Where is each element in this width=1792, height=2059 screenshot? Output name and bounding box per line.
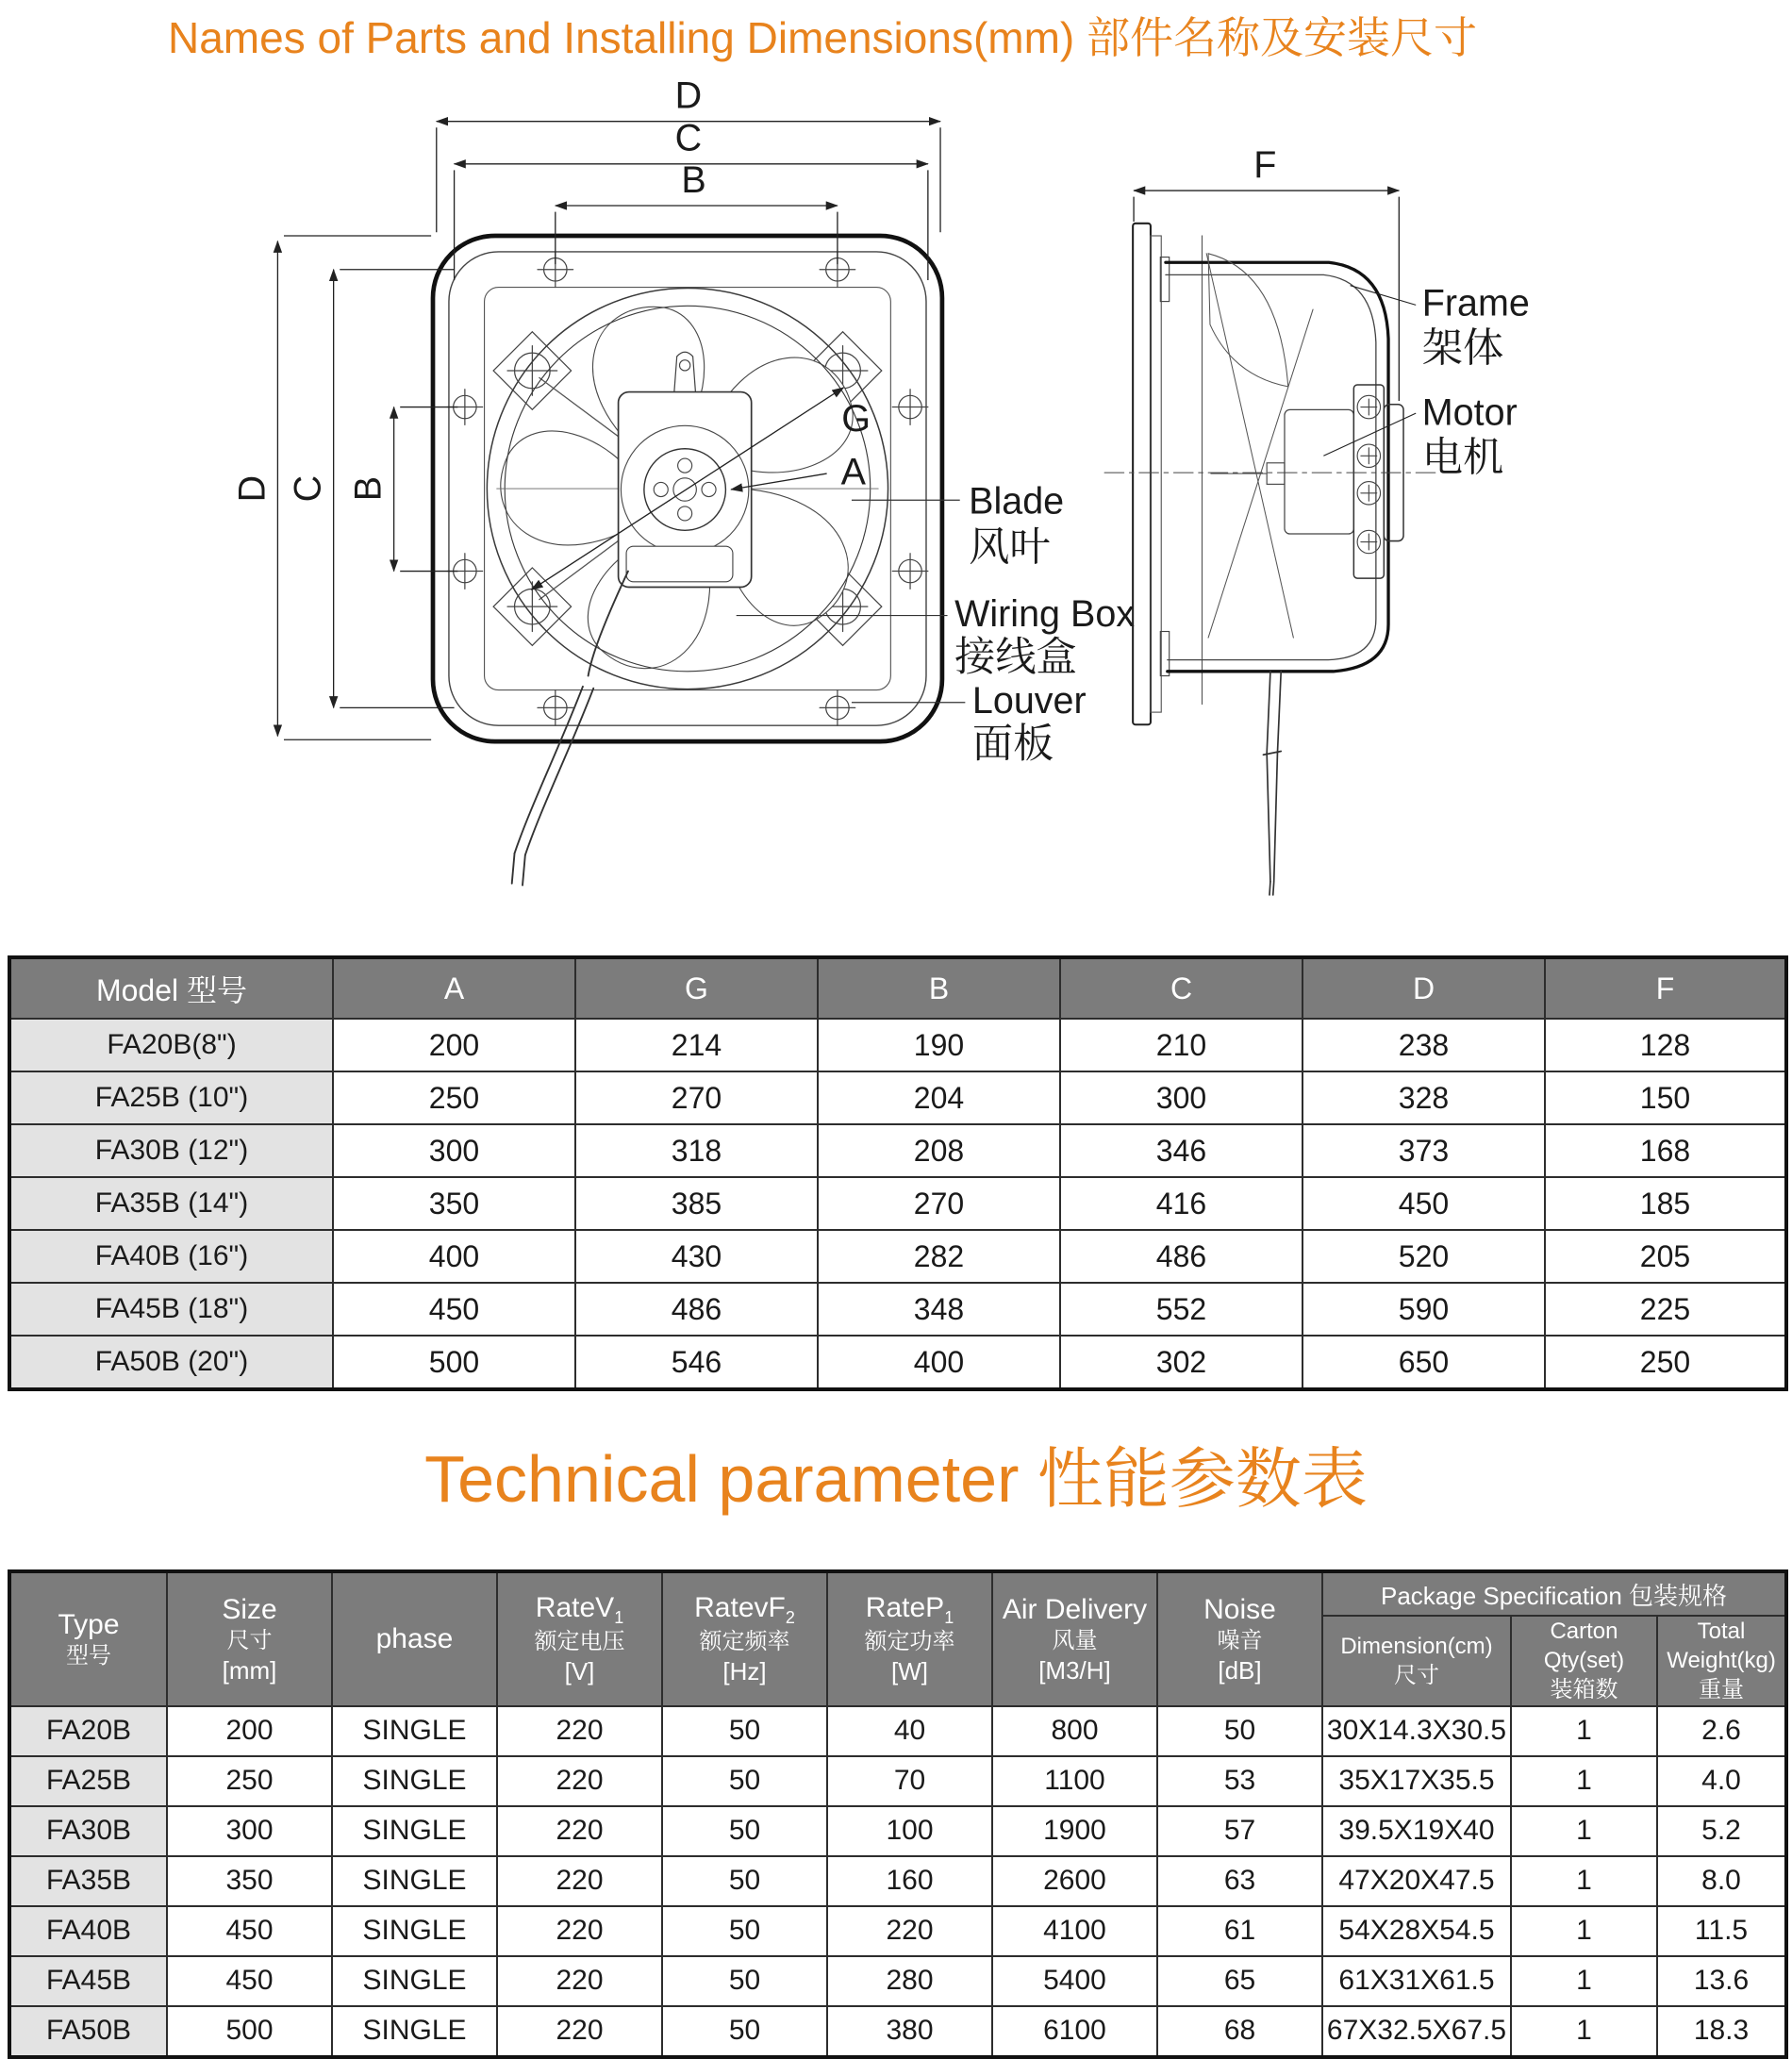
table-row: [9, 1071, 1786, 1124]
row-label-cell: FA25B (10"): [9, 1071, 333, 1124]
header-carton-qty: Carton Qty(set) 装箱数: [1511, 1616, 1657, 1706]
data-cell: 185: [1545, 1177, 1786, 1230]
data-cell: 5400: [992, 1956, 1157, 2006]
table-row: [9, 1019, 1786, 1071]
data-cell: 11.5: [1657, 1906, 1786, 1956]
data-cell: 350: [333, 1177, 575, 1230]
wiring-box-label-zh: 接线盒: [954, 634, 1077, 680]
data-cell: 220: [497, 1856, 662, 1906]
table-row: [9, 1906, 1786, 1956]
data-cell: 238: [1303, 1019, 1545, 1071]
data-cell: SINGLE: [332, 1706, 497, 1756]
header-package-spec: Package Specification 包装规格: [1322, 1571, 1786, 1616]
data-cell: 63: [1157, 1856, 1322, 1906]
data-cell: 486: [1060, 1230, 1303, 1283]
data-cell: 6100: [992, 2006, 1157, 2057]
data-cell: 220: [497, 1756, 662, 1806]
header-dimension: Dimension(cm) 尺寸: [1322, 1616, 1511, 1706]
motor-shaft: [1267, 463, 1285, 485]
row-label-cell: FA45B: [9, 1956, 167, 2006]
data-cell: 50: [662, 1956, 827, 2006]
data-cell: 280: [827, 1956, 992, 2006]
dimension-table-header-row: [9, 957, 1786, 1019]
data-cell: 328: [1303, 1071, 1545, 1124]
data-cell: 4100: [992, 1906, 1157, 1956]
data-cell: 416: [1060, 1177, 1303, 1230]
row-label-cell: FA50B (20"): [9, 1336, 333, 1389]
dim-label-b-top: B: [681, 158, 706, 201]
data-cell: 1: [1511, 2006, 1657, 2057]
data-cell: 168: [1545, 1124, 1786, 1177]
data-cell: 450: [333, 1283, 575, 1336]
table-row: [9, 1706, 1786, 1756]
dimension-table-body: [9, 1019, 1786, 1389]
dim-label-d-left: D: [231, 474, 274, 503]
data-cell: 450: [167, 1956, 332, 2006]
dimension-table: [8, 955, 1788, 1391]
data-cell: 300: [167, 1806, 332, 1856]
data-cell: 54X28X54.5: [1322, 1906, 1511, 1956]
data-cell: 5.2: [1657, 1806, 1786, 1856]
data-cell: 220: [497, 1956, 662, 2006]
hub: [644, 449, 726, 531]
data-cell: 450: [1303, 1177, 1545, 1230]
data-cell: 30X14.3X30.5: [1322, 1706, 1511, 1756]
data-cell: 800: [992, 1706, 1157, 1756]
table-row: [9, 1336, 1786, 1389]
data-cell: 61: [1157, 1906, 1322, 1956]
table-row: [9, 1124, 1786, 1177]
data-cell: 250: [333, 1071, 575, 1124]
data-cell: 546: [575, 1336, 818, 1389]
data-cell: 210: [1060, 1019, 1303, 1071]
data-cell: 250: [167, 1756, 332, 1806]
frame-label-zh: 架体: [1421, 325, 1504, 372]
data-cell: 302: [1060, 1336, 1303, 1389]
data-cell: SINGLE: [332, 1906, 497, 1956]
data-cell: 430: [575, 1230, 818, 1283]
data-cell: 205: [1545, 1230, 1786, 1283]
data-cell: 346: [1060, 1124, 1303, 1177]
table-row: [9, 1856, 1786, 1906]
table-row: [9, 1283, 1786, 1336]
data-cell: 318: [575, 1124, 818, 1177]
data-cell: SINGLE: [332, 1956, 497, 2006]
tech-table-body: [9, 1706, 1786, 2057]
row-label-cell: FA25B: [9, 1756, 167, 1806]
data-cell: 520: [1303, 1230, 1545, 1283]
data-cell: 200: [333, 1019, 575, 1071]
data-cell: 40: [827, 1706, 992, 1756]
data-cell: 220: [827, 1906, 992, 1956]
tech-heading: Technical parameter 性能参数表: [424, 1442, 1368, 1516]
header-air-delivery: Air Delivery 风量 [M3/H]: [992, 1571, 1157, 1706]
data-cell: 1: [1511, 1956, 1657, 2006]
header-rate-frequency: RatevF$_2$ 额定频率 [Hz]: [662, 1571, 827, 1706]
row-label-cell: FA35B (14"): [9, 1177, 333, 1230]
louver-label-en: Louver: [971, 680, 1087, 722]
header-phase: phase: [332, 1571, 497, 1706]
data-cell: 373: [1303, 1124, 1545, 1177]
data-cell: 47X20X47.5: [1322, 1856, 1511, 1906]
data-cell: 2.6: [1657, 1706, 1786, 1756]
side-cord: [1263, 672, 1281, 895]
row-label-cell: FA30B (12"): [9, 1124, 333, 1177]
side-blade: [1206, 254, 1313, 638]
blade-label-en: Blade: [969, 480, 1065, 523]
data-cell: 68: [1157, 2006, 1322, 2057]
blade-label-zh: 风叶: [969, 524, 1051, 571]
data-cell: 225: [1545, 1283, 1786, 1336]
dim-label-g: G: [841, 397, 871, 440]
data-cell: 13.6: [1657, 1956, 1786, 2006]
data-cell: SINGLE: [332, 1806, 497, 1856]
row-label-cell: FA40B (16"): [9, 1230, 333, 1283]
side-frame-outer: [1166, 262, 1388, 672]
row-label-cell: FA35B: [9, 1856, 167, 1906]
table-row: [9, 1956, 1786, 2006]
data-cell: 67X32.5X67.5: [1322, 2006, 1511, 2057]
row-label-cell: FA20B: [9, 1706, 167, 1756]
data-cell: 1100: [992, 1756, 1157, 1806]
data-cell: 50: [662, 1706, 827, 1756]
data-cell: 220: [497, 2006, 662, 2057]
data-cell: 270: [575, 1071, 818, 1124]
header-total-weight: Total Weight(kg) 重量: [1657, 1616, 1786, 1706]
data-cell: 220: [497, 1806, 662, 1856]
data-cell: 650: [1303, 1336, 1545, 1389]
header-rate-power: RateP$_1$ 额定功率 [W]: [827, 1571, 992, 1706]
data-cell: SINGLE: [332, 1756, 497, 1806]
data-cell: 1: [1511, 1706, 1657, 1756]
table-row: [9, 1806, 1786, 1856]
row-label-cell: FA20B(8"): [9, 1019, 333, 1071]
data-cell: 50: [662, 1806, 827, 1856]
data-cell: 18.3: [1657, 2006, 1786, 2057]
data-cell: 8.0: [1657, 1856, 1786, 1906]
row-label-cell: FA40B: [9, 1906, 167, 1956]
data-cell: 552: [1060, 1283, 1303, 1336]
row-label-cell: FA50B: [9, 2006, 167, 2057]
data-cell: 2600: [992, 1856, 1157, 1906]
tech-header-row-1: [9, 1571, 1786, 1616]
data-cell: SINGLE: [332, 1856, 497, 1906]
motor-label-zh: 电机: [1421, 435, 1504, 481]
dim-label-b-left: B: [347, 475, 390, 502]
data-cell: 400: [333, 1230, 575, 1283]
data-cell: 53: [1157, 1756, 1322, 1806]
data-cell: 350: [167, 1856, 332, 1906]
data-cell: 1: [1511, 1906, 1657, 1956]
data-cell: 348: [818, 1283, 1060, 1336]
parts-diagram: [0, 57, 1792, 953]
data-cell: 450: [167, 1906, 332, 1956]
data-cell: 200: [167, 1706, 332, 1756]
data-cell: 100: [827, 1806, 992, 1856]
header-size: Size 尺寸 [mm]: [167, 1571, 332, 1706]
data-cell: 70: [827, 1756, 992, 1806]
data-cell: 590: [1303, 1283, 1545, 1336]
table-row: [9, 1177, 1786, 1230]
data-cell: 1: [1511, 1756, 1657, 1806]
data-cell: 220: [497, 1706, 662, 1756]
data-cell: 190: [818, 1019, 1060, 1071]
data-cell: 250: [1545, 1336, 1786, 1389]
dim-label-c-top: C: [674, 117, 703, 159]
louver-label-zh: 面板: [971, 722, 1054, 768]
dim-label-c-left: C: [287, 474, 329, 503]
data-cell: SINGLE: [332, 2006, 497, 2057]
data-cell: 300: [1060, 1071, 1303, 1124]
data-cell: 208: [818, 1124, 1060, 1177]
data-cell: 270: [818, 1177, 1060, 1230]
data-cell: 500: [333, 1336, 575, 1389]
header-a: A: [333, 957, 575, 1019]
dim-label-f: F: [1253, 143, 1277, 186]
header-f: F: [1545, 957, 1786, 1019]
motor-body: [1285, 409, 1353, 534]
table-row: [9, 1756, 1786, 1806]
data-cell: 150: [1545, 1071, 1786, 1124]
row-label-cell: FA45B (18"): [9, 1283, 333, 1336]
data-cell: 220: [497, 1906, 662, 1956]
header-b: B: [818, 957, 1060, 1019]
data-cell: 1: [1511, 1806, 1657, 1856]
front-view: [433, 236, 942, 886]
wiring-box-label-en: Wiring Box: [954, 592, 1136, 635]
data-cell: 128: [1545, 1019, 1786, 1071]
side-frame-inner: [1166, 274, 1376, 659]
header-model: Model 型号: [9, 957, 333, 1019]
dim-label-a: A: [840, 451, 867, 493]
data-cell: 50: [662, 1856, 827, 1906]
side-louver-inner: [1151, 236, 1161, 712]
data-cell: 50: [662, 1906, 827, 1956]
data-cell: 50: [1157, 1706, 1322, 1756]
top-bracket: [674, 352, 696, 391]
dim-label-d-top: D: [674, 75, 703, 117]
data-cell: 4.0: [1657, 1756, 1786, 1806]
data-cell: 57: [1157, 1806, 1322, 1856]
side-louver-panel: [1133, 224, 1151, 724]
header-d: D: [1303, 957, 1545, 1019]
page-title: Names of Parts and Installing Dimensions(mm) 部件名称及安装尺寸: [168, 13, 1477, 62]
data-cell: 204: [818, 1071, 1060, 1124]
data-cell: 300: [333, 1124, 575, 1177]
tech-table: [8, 1569, 1788, 2059]
data-cell: 61X31X61.5: [1322, 1956, 1511, 2006]
data-cell: 385: [575, 1177, 818, 1230]
header-rate-voltage: RateV$_1$ 额定电压 [V]: [497, 1571, 662, 1706]
header-c: C: [1060, 957, 1303, 1019]
data-cell: 50: [662, 1756, 827, 1806]
data-cell: 282: [818, 1230, 1060, 1283]
data-cell: 380: [827, 2006, 992, 2057]
data-cell: 65: [1157, 1956, 1322, 2006]
bracket-screws: [1357, 395, 1380, 553]
data-cell: 39.5X19X40: [1322, 1806, 1511, 1856]
data-cell: 214: [575, 1019, 818, 1071]
table-row: [9, 2006, 1786, 2057]
data-cell: 400: [818, 1336, 1060, 1389]
data-cell: 486: [575, 1283, 818, 1336]
data-cell: 50: [662, 2006, 827, 2057]
header-type: Type 型号: [9, 1571, 167, 1706]
row-label-cell: FA30B: [9, 1806, 167, 1856]
data-cell: 160: [827, 1856, 992, 1906]
data-cell: 1900: [992, 1806, 1157, 1856]
header-g: G: [575, 957, 818, 1019]
side-view: [1104, 224, 1437, 895]
header-noise: Noise 噪音 [dB]: [1157, 1571, 1322, 1706]
data-cell: 1: [1511, 1856, 1657, 1906]
data-cell: 500: [167, 2006, 332, 2057]
frame-label-en: Frame: [1421, 282, 1530, 324]
data-cell: 35X17X35.5: [1322, 1756, 1511, 1806]
table-row: [9, 1230, 1786, 1283]
nameplate: [626, 546, 733, 582]
motor-label-en: Motor: [1421, 391, 1518, 434]
